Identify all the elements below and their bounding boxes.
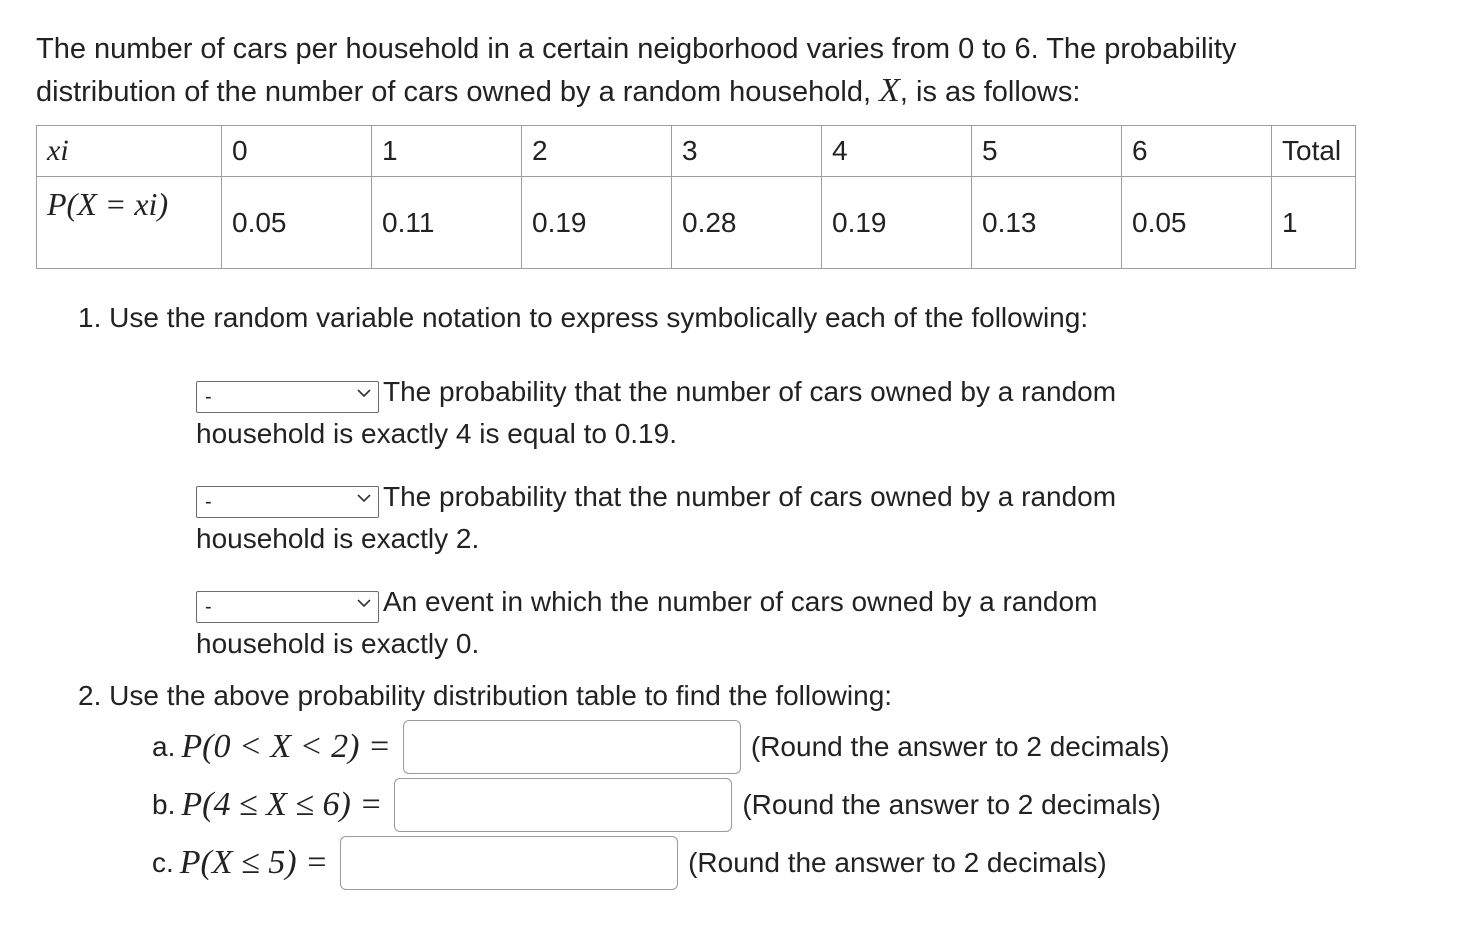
chevron-down-icon	[356, 595, 372, 611]
row-header-xi	[37, 126, 222, 177]
part-expression: P(X ≤ 5) =	[179, 844, 329, 881]
notation-select-1[interactable]	[196, 381, 379, 413]
select-value: -	[205, 491, 212, 513]
chevron-down-icon	[356, 385, 372, 401]
select-value: -	[205, 386, 212, 408]
q2-part-a	[152, 720, 1170, 774]
answer-input-b[interactable]	[394, 778, 732, 832]
q1-item-1	[196, 371, 1196, 455]
item-text-line-2: household is exactly 4 is equal to 0.19.	[196, 418, 677, 449]
problem-intro	[36, 28, 1416, 113]
part-expression: P(4 ≤ X ≤ 6) =	[181, 786, 383, 823]
x-value-cell: 5	[972, 126, 1122, 177]
p-value-cell: 0.19	[822, 177, 972, 269]
part-expression: P(0 < X < 2) =	[181, 728, 391, 765]
probability-distribution-table	[36, 125, 1356, 269]
p-label: P(X = xi)	[47, 186, 169, 222]
part-label: c.	[152, 847, 174, 878]
q1-item-2	[196, 476, 1196, 560]
part-label: b.	[152, 789, 176, 820]
rounding-hint: (Round the answer to 2 decimals)	[750, 731, 1170, 762]
p-value-cell: 0.19	[522, 177, 672, 269]
intro-line-1: The number of cars per household in a certain neigborhood varies from 0 to 6. The probability	[36, 33, 1237, 65]
item-text-line-2: household is exactly 2.	[196, 523, 480, 554]
x-value-cell: 4	[822, 126, 972, 177]
total-header-cell: Total	[1272, 126, 1356, 177]
row-header-p	[37, 177, 222, 269]
x-value-cell: 6	[1122, 126, 1272, 177]
intro-line-2-end: , is as follows:	[899, 76, 1081, 108]
p-value-cell: 0.11	[372, 177, 522, 269]
part-label: a.	[152, 731, 176, 762]
q2-part-b	[152, 778, 1161, 832]
x-value-cell: 2	[522, 126, 672, 177]
rounding-hint: (Round the answer to 2 decimals)	[688, 847, 1107, 878]
total-value-cell: 1	[1272, 177, 1356, 269]
p-value-cell: 0.05	[1122, 177, 1272, 269]
rounding-hint: (Round the answer to 2 decimals)	[742, 789, 1161, 820]
random-variable-x: X	[879, 72, 900, 109]
table-row-probability	[37, 177, 1356, 269]
q1-item-3	[196, 581, 1196, 665]
p-value-cell: 0.13	[972, 177, 1122, 269]
x-value-cell: 0	[222, 126, 372, 177]
select-value: -	[205, 596, 212, 618]
item-text-line-1: The probability that the number of cars owned by a random	[383, 481, 1117, 512]
p-value-cell: 0.28	[672, 177, 822, 269]
intro-line-2-start: distribution of the number of cars owned by a random household,	[36, 76, 880, 108]
item-text-line-1: An event in which the number of cars owned by a random	[383, 586, 1098, 617]
item-text-line-1: The probability that the number of cars owned by a random	[383, 376, 1117, 407]
x-value-cell: 1	[372, 126, 522, 177]
answer-input-a[interactable]	[403, 720, 741, 774]
notation-select-3[interactable]	[196, 591, 379, 623]
x-value-cell: 3	[672, 126, 822, 177]
question-1-title: 1. Use the random variable notation to express symbolically each of the following:	[78, 302, 1089, 333]
intro-line-2	[36, 70, 1416, 113]
question-2-title: 2. Use the above probability distribution table to find the following:	[78, 680, 893, 711]
answer-input-c[interactable]	[340, 836, 678, 890]
chevron-down-icon	[356, 490, 372, 506]
xi-label: xi	[47, 134, 69, 167]
q2-part-c	[152, 836, 1107, 890]
item-text-line-2: household is exactly 0.	[196, 628, 480, 659]
notation-select-2[interactable]	[196, 486, 379, 518]
table-row-xi	[37, 126, 1356, 177]
p-value-cell: 0.05	[222, 177, 372, 269]
